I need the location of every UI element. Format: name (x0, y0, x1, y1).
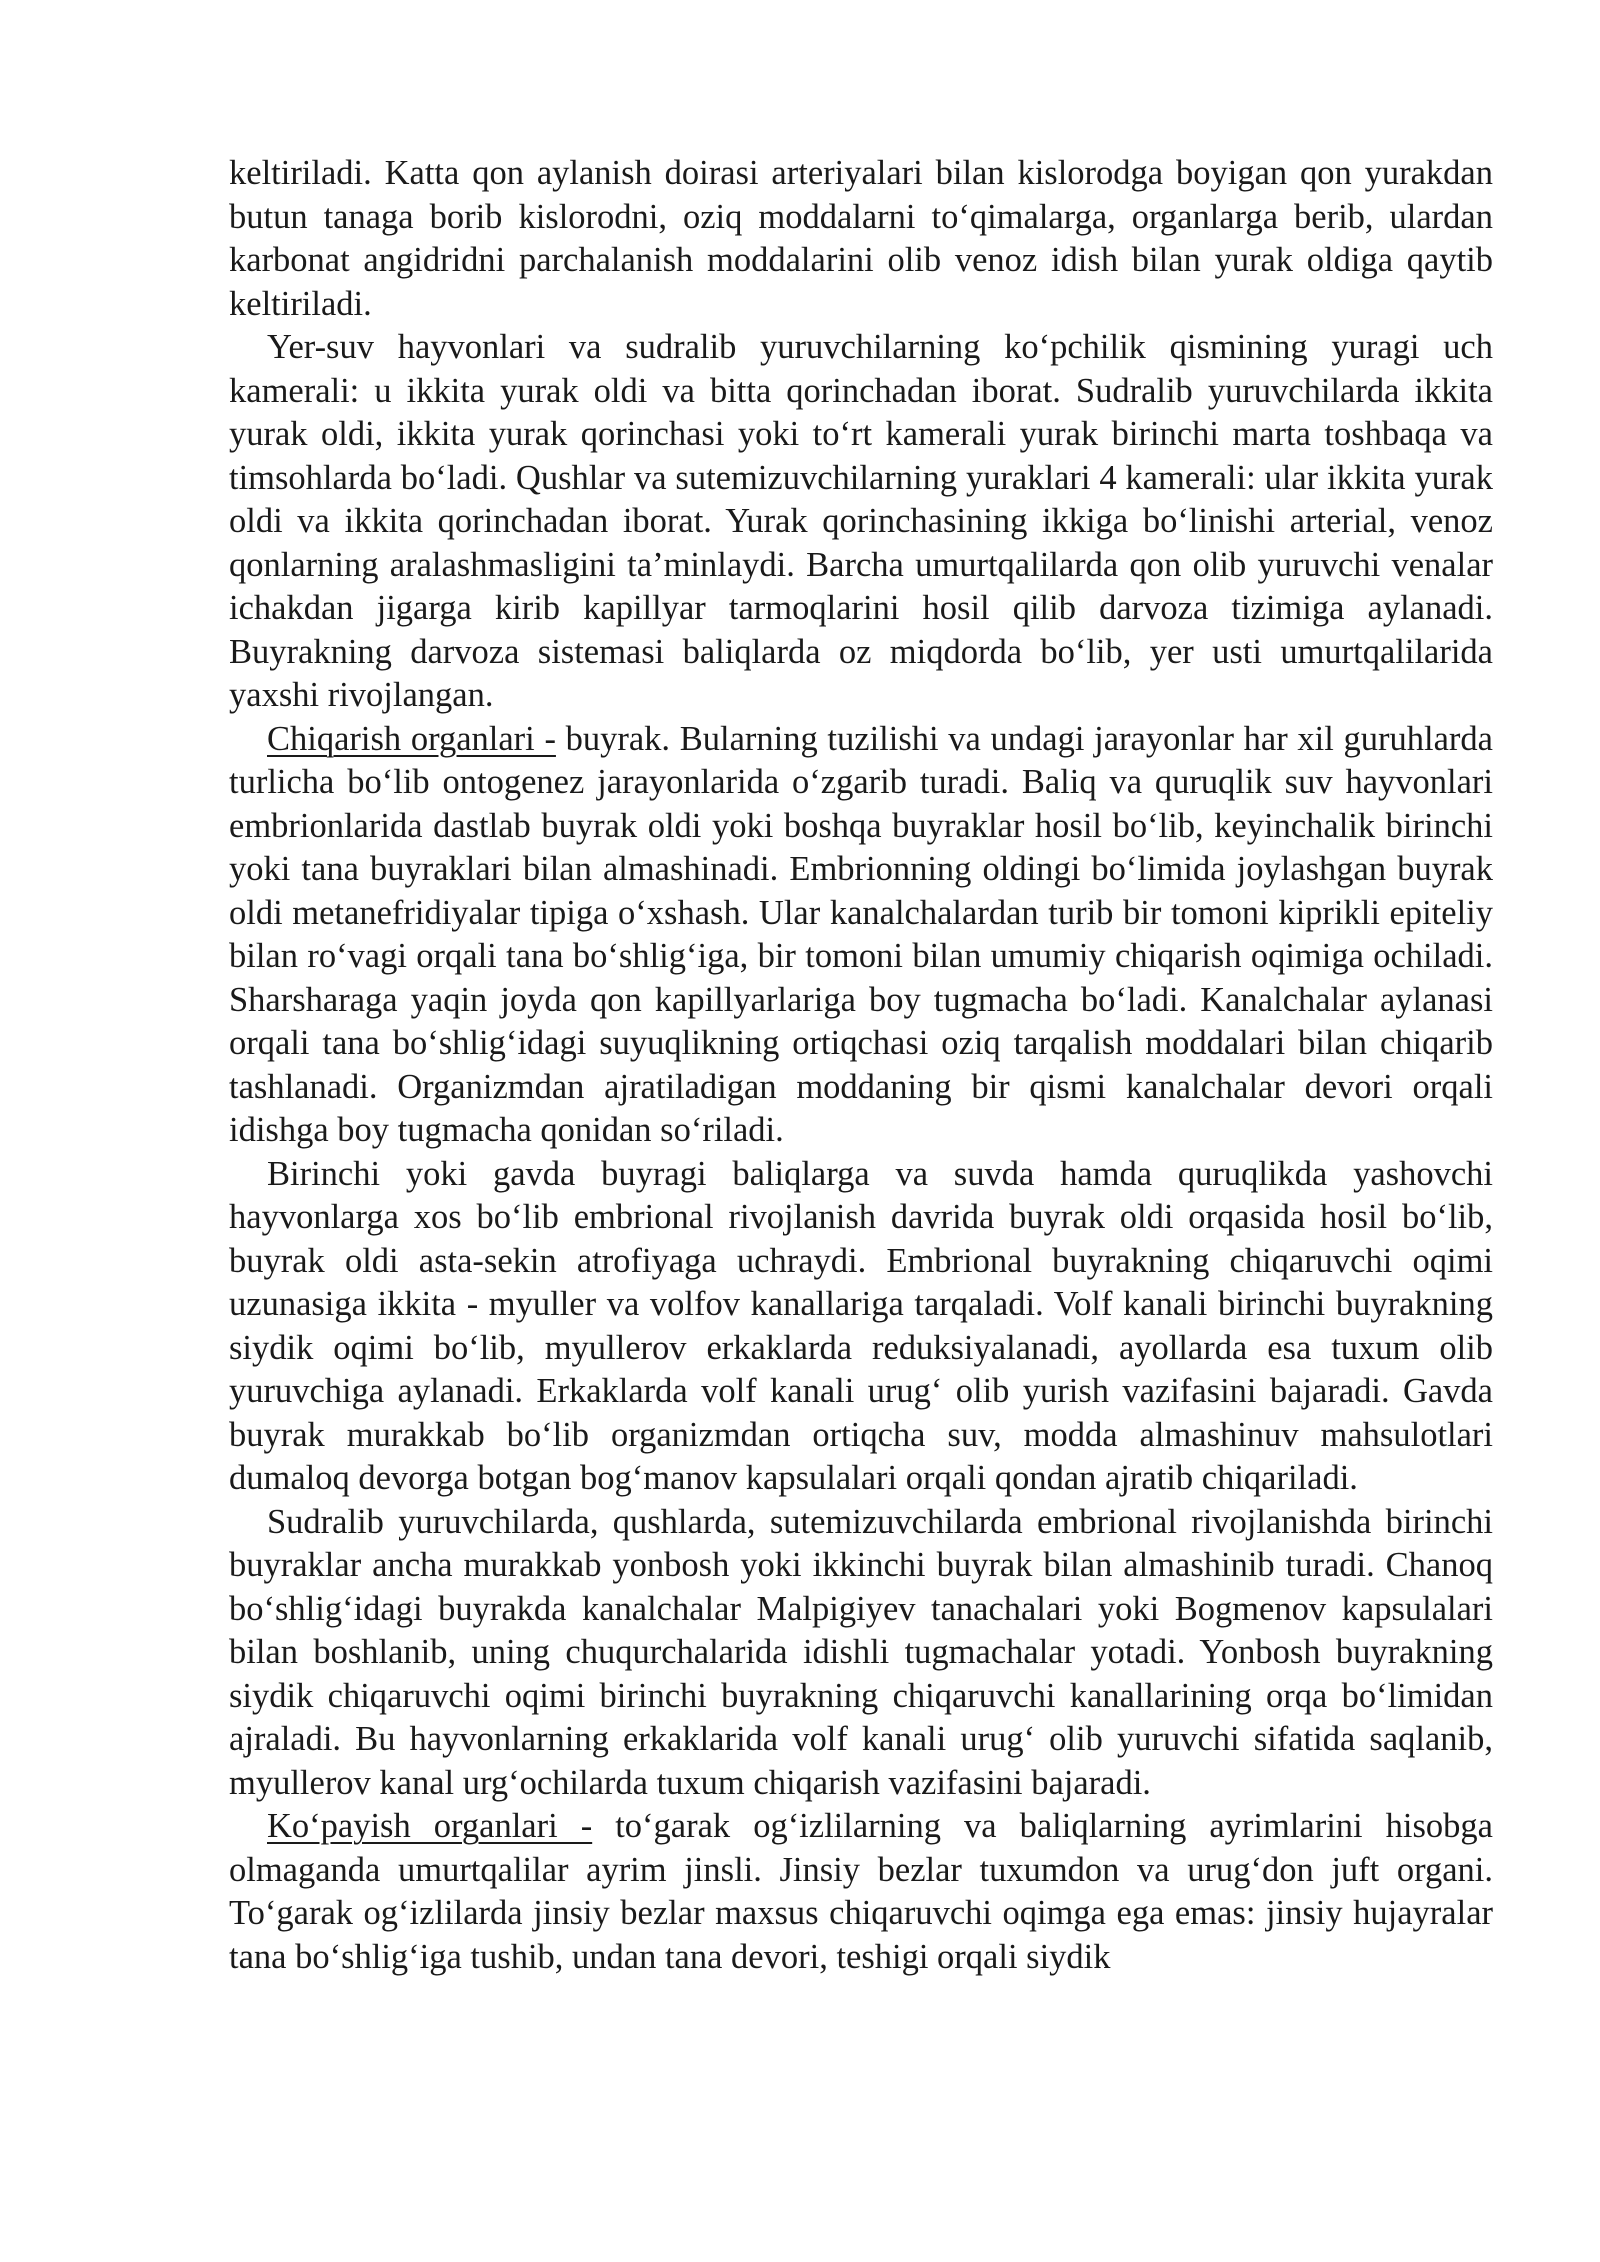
section-heading-chiqarish: Chiqarish organlari - (267, 719, 556, 758)
paragraph-4 (229, 1153, 1493, 1501)
paragraph-3 (229, 718, 1493, 1153)
paragraph-text: buyrak. Bularning tuzilishi va undagi jarayonlar har xil guruhlarda turlicha bo‘lib ontogenez jarayonlarida o‘zgarib turadi. Baliq va quruqlik suv hayvonlari embrionlarida dastlab buyrak oldi yoki boshqa buyraklar hosil bo‘lib, keyinchalik birinchi yoki tana buyraklari bilan almashinadi. Embrionning oldingi bo‘limida joylashgan buyrak oldi metanefridiyalar tipiga o‘xshash. Ular kanalchalardan turib bir tomoni kiprikli epiteliy bilan ro‘vagi orqali tana bo‘shlig‘iga, bir tomoni bilan umumiy chiqarish oqimiga ochiladi. Sharsharaga yaqin joyda qon kapillyarlariga boy tugmacha bo‘ladi. Kanalchalar aylanasi orqali tana bo‘shlig‘idagi suyuqlikning ortiqchasi oziq tarqalish moddalari bilan chiqarib tashlanadi. Organizmdan ajratiladigan moddaning bir qismi kanalchalar devori orqali idishga boy tugmacha qonidan so‘riladi. (229, 719, 1493, 1149)
paragraph-text: to‘garak og‘izlilarning va baliqlarning ayrimlarini hisobga olmaganda umurtqalilar ayrim jinsli. Jinsiy bezlar tuxumdon va urug‘don juft organi. To‘garak og‘izlilarda jinsiy bezlar maxsus chiqaruvchi oqimga ega emas: jinsiy hujayralar tana bo‘shlig‘iga tushib, undan tana devori, teshigi orqali siydik (229, 1807, 1493, 1976)
paragraph-6 (229, 1805, 1493, 1979)
section-heading-kopayish: Ko‘payish organlari - (267, 1807, 593, 1845)
paragraph-5 (229, 1501, 1493, 1806)
paragraph-text: Sudralib yuruvchilarda, qushlarda, sutemizuvchilarda embrional rivojlanishda birinchi buyraklar ancha murakkab yonbosh yoki ikkinchi buyrak bilan almashinib turadi. Chanoq bo‘shlig‘idagi buyrakda kanalchalar Malpigiyev tanachalari yoki Bogmenov kapsulalari bilan boshlanib, uning chuqurchalarida idishli tugmachalar yotadi. Yonbosh buyrakning siydik chiqaruvchi oqimi birinchi buyrakning chiqaruvchi kanallarining orqa bo‘limidan ajraladi. Bu hayvonlarning erkaklarida volf kanali urug‘ olib yuruvchi sifatida saqlanib, myullerov kanal urg‘ochilarda tuxum chiqarish vazifasini bajaradi. (229, 1502, 1493, 1802)
paragraph-text: Birinchi yoki gavda buyragi baliqlarga va suvda hamda quruqlikda yashovchi hayvonlarga xos bo‘lib embrional rivojlanish davrida buyrak oldi orqasida hosil bo‘lib, buyrak oldi asta-sekin atrofiyaga uchraydi. Embrional buyrakning chiqaruvchi oqimi uzunasiga ikkita - myuller va volfov kanallariga tarqaladi. Volf kanali birinchi buyrakning siydik oqimi bo‘lib, myullerov erkaklarda reduksiyalanadi, ayollarda esa tuxum olib yuruvchiga aylanadi. Erkaklarda volf kanali urug‘ olib yurish vazifasini bajaradi. Gavda buyrak murakkab bo‘lib organizmdan ortiqcha suv, modda almashinuv mahsulotlari dumaloq devorga botgan bog‘manov kapsulalari orqali qondan ajratib chiqariladi. (229, 1154, 1493, 1497)
document-page (229, 152, 1493, 1979)
paragraph-1 (229, 152, 1493, 326)
paragraph-2 (229, 326, 1493, 718)
paragraph-text: Yer-suv hayvonlari va sudralib yuruvchilarning ko‘pchilik qismining yuragi uch kamerali: u ikkita yurak oldi va bitta qorinchadan iborat. Sudralib yuruvchilarda ikkita yurak oldi, ikkita yurak qorinchasi yoki to‘rt kamerali yurak birinchi marta toshbaqa va timsohlarda bo‘ladi. Qushlar va sutemizuvchilarning yuraklari 4 kamerali: ular ikkita yurak oldi va ikkita qorinchadan iborat. Yurak qorinchasining ikkiga bo‘linishi arterial, venoz qonlarning aralashmasligini ta’minlaydi. Barcha umurtqalilarda qon olib yuruvchi venalar ichakdan jigarga kirib kapillyar tarmoqlarini hosil qilib darvoza tizimiga aylanadi. Buyrakning darvoza sistemasi baliqlarda oz miqdorda bo‘lib, yer usti umurtqalilarida yaxshi rivojlangan. (229, 328, 1493, 714)
paragraph-text: keltiriladi. Katta qon aylanish doirasi arteriyalari bilan kislorodga boyigan qon yurakdan butun tanaga borib kislorodni, oziq moddalarni to‘qimalarga, organlarga berib, ulardan karbonat angidridni parchalanish moddalarini olib venoz idish bilan yurak oldiga qaytib keltiriladi. (229, 154, 1493, 323)
